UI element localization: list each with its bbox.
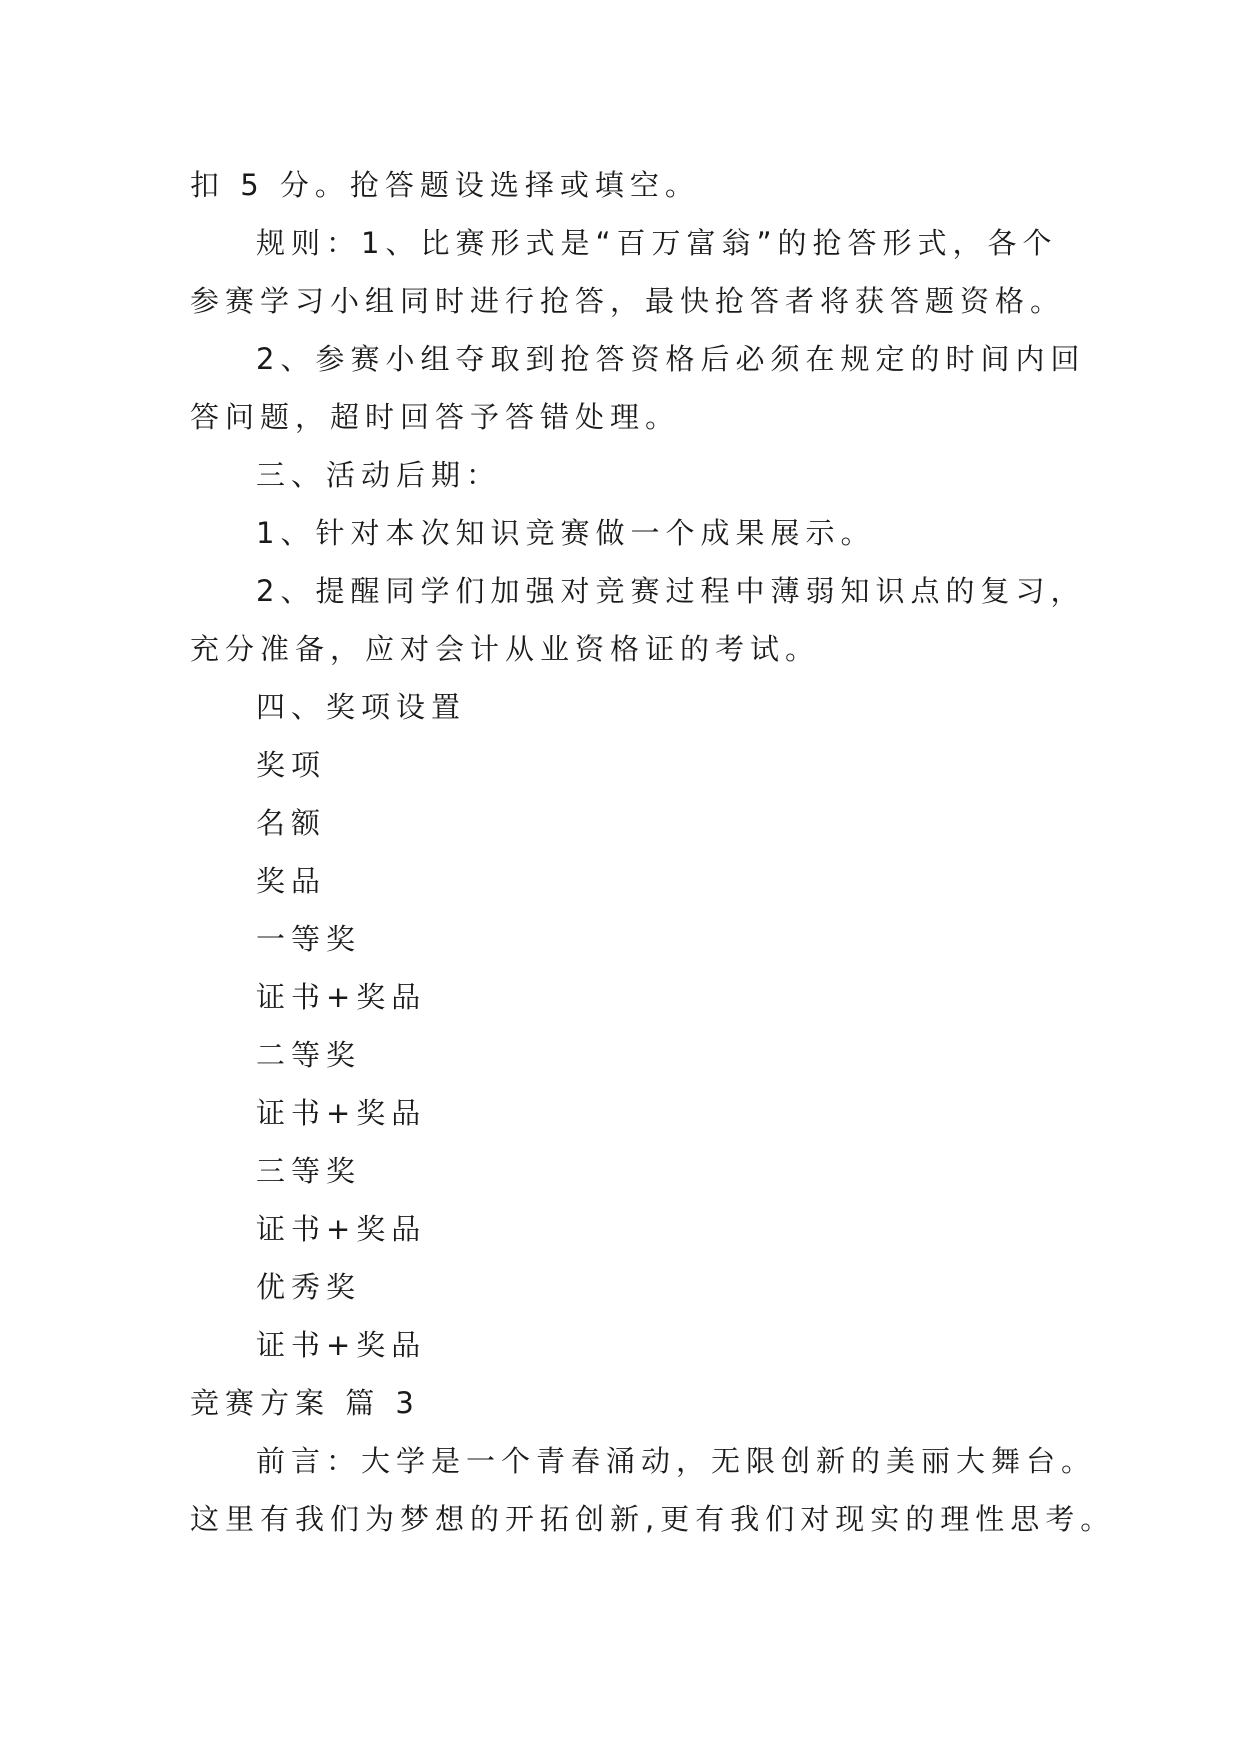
paragraph-line: 2、提醒同学们加强对竞赛过程中薄弱知识点的复习， bbox=[256, 574, 1086, 608]
paragraph-line: 规则：1、比赛形式是“百万富翁”的抢答形式，各个 bbox=[256, 226, 1058, 260]
award-table-cell: 优秀奖 bbox=[256, 1270, 362, 1304]
award-table-cell: 一等奖 bbox=[256, 922, 362, 956]
paragraph-line: 充分准备，应对会计从业资格证的考试。 bbox=[190, 632, 821, 666]
award-table-cell: 证书+奖品 bbox=[256, 1328, 427, 1362]
paragraph-line: 前言：大学是一个青春涌动，无限创新的美丽大舞台。 bbox=[256, 1444, 1097, 1478]
award-table-cell: 二等奖 bbox=[256, 1038, 362, 1072]
paragraph-line: 2、参赛小组夺取到抢答资格后必须在规定的时间内回 bbox=[256, 342, 1086, 376]
article-title: 竞赛方案 篇 3 bbox=[190, 1386, 420, 1420]
paragraph-line: 参赛学习小组同时进行抢答，最快抢答者将获答题资格。 bbox=[190, 284, 1066, 318]
section-heading: 四、奖项设置 bbox=[256, 690, 467, 724]
paragraph-line: 答问题，超时回答予答错处理。 bbox=[190, 400, 681, 434]
award-table-cell: 证书+奖品 bbox=[256, 1096, 427, 1130]
award-table-cell: 奖项 bbox=[256, 748, 327, 782]
paragraph-line: 扣 5 分。抢答题设选择或填空。 bbox=[190, 168, 700, 202]
award-table-cell: 奖品 bbox=[256, 864, 327, 898]
paragraph-line: 这里有我们为梦想的开拓创新,更有我们对现实的理性思考。 bbox=[190, 1502, 1116, 1536]
award-table-cell: 三等奖 bbox=[256, 1154, 362, 1188]
section-heading: 三、活动后期： bbox=[256, 458, 502, 492]
award-table-cell: 名额 bbox=[256, 806, 327, 840]
award-table-cell: 证书+奖品 bbox=[256, 980, 427, 1014]
award-table-cell: 证书+奖品 bbox=[256, 1212, 427, 1246]
paragraph-line: 1、针对本次知识竞赛做一个成果展示。 bbox=[256, 516, 876, 550]
